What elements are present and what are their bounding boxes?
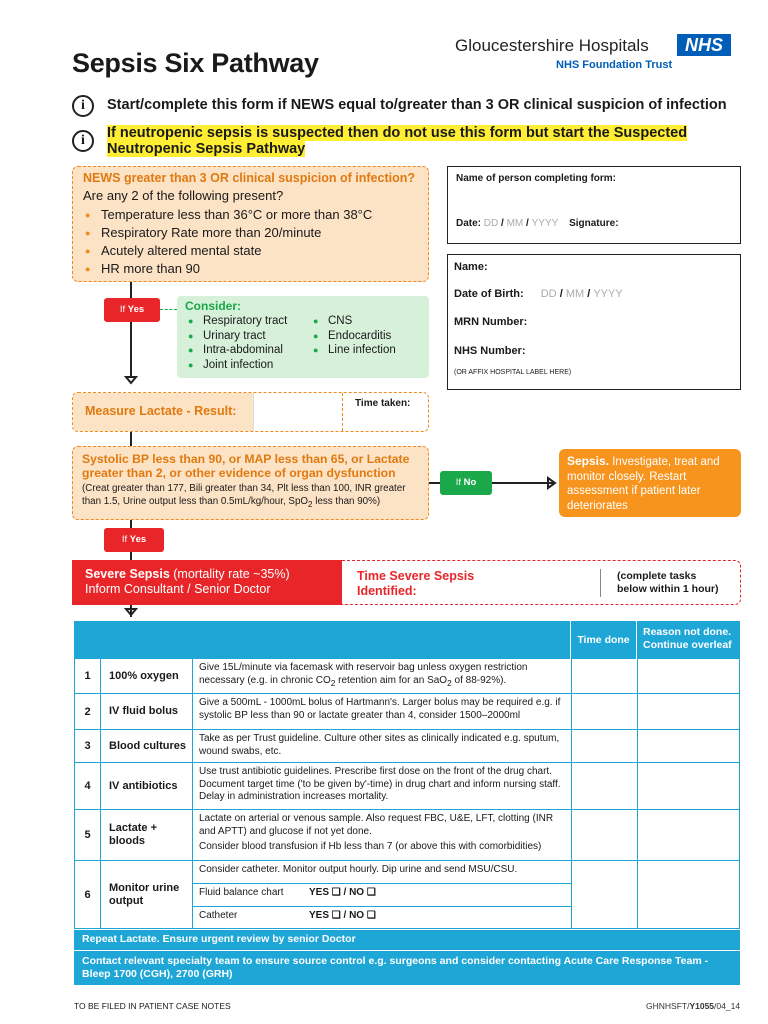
row-desc [192,861,571,928]
patient-name-label: Name: [454,261,488,273]
desc-text: Consider catheter. Monitor output hourly. Dip urine and send MSU/CSU. [199,864,518,875]
header-reason: Reason not done. Continue overleaf [636,621,740,659]
row-task: 100% oxygen [100,659,192,693]
dob-line [454,288,734,300]
severe-label: Severe Sepsis [85,567,170,581]
consider-title: Consider: [185,299,242,313]
footer-code [646,1001,740,1011]
arrow-right-icon [546,476,560,490]
footer-filing-note: TO BE FILED IN PATIENT CASE NOTES [74,1001,231,1011]
inform-consultant: Inform Consultant / Senior Doctor [85,582,271,596]
row-desc [192,659,571,693]
date-dd[interactable]: DD [483,218,499,229]
consider-item: ● Intra-abdominal [185,343,310,358]
dob-label: Date of Birth: [454,288,524,300]
news-title: NEWS greater than 3 OR clinical suspicion of infection? [83,171,415,185]
news-item: ● Respiratory Rate more than 20/minute [83,224,418,242]
trust-name: NHS Foundation Trust [556,59,673,71]
info-icon: i [72,130,94,152]
date-sep: / [559,288,563,300]
time-done-cell[interactable] [571,694,637,729]
catheter-label: Catheter [199,910,238,921]
yes-label: Yes [129,534,147,545]
flow-line [130,432,132,446]
detail-sub: 2 [308,499,313,509]
time-done-cell[interactable] [571,763,637,809]
desc-text: retention aim for an SaO [335,674,448,686]
time-done-cell[interactable] [571,659,637,693]
fluid-balance-label: Fluid balance chart [199,887,284,898]
time-taken-label: Time taken: [355,398,411,409]
row-desc [192,810,571,860]
arrow-down-icon [123,375,139,389]
lactate-box[interactable] [72,392,429,432]
table-row [74,861,740,929]
desc-text: Give 15L/minute via facemask with reservoir bag unless oxygen restriction necessary (e.g. in chronic CO [199,662,528,686]
no-label: No [463,477,477,488]
time-identified-label: Time Severe Sepsis Identified: [357,569,475,598]
if-label: If [119,304,126,315]
desc-text: Lactate on arterial or venous sample. Also request FBC, U&E, LFT, clotting (INR and APTT) and glucose if not yet done. [199,813,554,837]
date-yyyy[interactable]: YYYY [531,218,559,229]
reason-cell[interactable] [637,861,741,928]
sepsis-text: Investigate, treat and monitor closely. Restart assessment if patient later deteriorates [567,456,720,512]
table-row [74,730,740,763]
organ-dysfunction-detail [82,483,419,511]
time-done-cell[interactable] [571,861,637,928]
consider-item: ● Joint infection [185,358,310,373]
if-no-badge [440,471,492,495]
notice-neutropenic [107,126,727,157]
code-part: Y1055 [689,1001,715,1011]
code-part: /04_14 [714,1001,741,1011]
organ-dysfunction-box [72,446,429,520]
row-task: IV antibiotics [100,763,192,809]
news-criteria-box [72,166,429,282]
contact-team-bar: Contact relevant specialty team to ensure source control e.g. surgeons and consider contacting Acute Care Response Team - Bleep 1700 (CGH), 2700 (GRH) [74,950,740,985]
row-number: 3 [84,740,91,752]
news-question: Are any 2 of the following present? [83,188,284,203]
sepsis-title: Sepsis. [567,454,610,468]
header-time-done: Time done [570,621,636,659]
desc-sub: 2 [447,677,452,688]
date-sep: / [526,218,529,229]
reason-cell[interactable] [637,659,741,693]
consider-item: ● Endocarditis [310,329,396,344]
nhs-logo: NHS [677,34,731,56]
signature-label: Signature: [569,218,619,229]
desc-text: of 88-92%). [451,674,507,686]
reason-cell[interactable] [637,810,741,860]
row-task: Monitor urine output [100,861,192,928]
consider-box [177,296,429,378]
complete-tasks-note: (complete tasks below within 1 hour) [617,570,719,595]
dob-yyyy[interactable]: YYYY [593,288,623,300]
fluid-balance-row [193,883,572,906]
divider [600,569,601,597]
row-desc: Give a 500mL - 1000mL bolus of Hartmann's. Larger bolus may be required e.g. if systolic BP less than 90 or lactate greater than 4, consider 1500–2000ml [192,694,571,729]
row-desc: Use trust antibiotic guidelines. Prescribe first dose on the front of the drug chart. Document target time ('to be given by'-time) in drug chart and inform nursing staff. Delay in administration increases mortality. [192,763,571,809]
time-done-cell[interactable] [571,810,637,860]
severe-time-box[interactable] [342,560,741,605]
org-name: Gloucestershire Hospitals [455,36,649,55]
row-number: 1 [84,670,91,682]
organ-dysfunction-title: Systolic BP less than 90, or MAP less than 65, or Lactate greater than 2, or other evidence of organ dysfunction [82,452,410,480]
row-number: 6 [84,888,91,901]
nhs-number-label: NHS Number: [454,345,526,357]
dob-mm[interactable]: MM [565,288,585,300]
sepsis-six-table [74,621,740,985]
dob-dd[interactable]: DD [540,288,557,300]
if-yes-badge [104,528,164,552]
consider-item: ● Urinary tract [185,329,310,344]
completer-box[interactable] [447,166,741,244]
lactate-label: Measure Lactate - Result: [73,393,253,431]
mrn-label: MRN Number: [454,316,528,328]
row-task: Blood cultures [100,730,192,762]
consider-item: ● Line infection [310,343,396,358]
arrow-down-icon [123,605,139,619]
table-row [74,763,740,810]
table-row [74,810,740,861]
desc-text: Consider blood transfusion if Hb less than 7 (or above this with comorbidities) [199,841,542,852]
flow-line [130,282,132,377]
row-desc: Take as per Trust guideline. Culture other sites as clinically indicated e.g. sputum, wound swabs, etc. [192,730,571,762]
completer-label: Name of person completing form: [456,173,617,184]
patient-details-box[interactable] [447,254,741,390]
mortality-note: (mortality rate ~35%) [169,567,290,581]
reason-cell[interactable] [637,730,741,762]
reason-cell[interactable] [637,694,741,729]
affix-label-note: (OR AFFIX HOSPITAL LABEL HERE) [454,369,572,376]
lactate-result-field[interactable] [253,393,343,431]
date-mm[interactable]: MM [506,218,524,229]
connector [160,309,177,310]
sepsis-box [559,449,741,517]
table-row [74,694,740,730]
table-row [74,659,740,694]
consider-item: ● CNS [310,314,396,329]
row-number: 2 [84,705,91,718]
severe-sepsis-box [72,560,342,605]
if-yes-badge [104,298,160,322]
date-label: Date: [456,218,482,229]
detail-text: less than 90%) [312,495,381,507]
reason-cell[interactable] [637,763,741,809]
catheter-row [193,906,572,928]
news-item: ● Temperature less than 36°C or more than 38°C [83,206,418,224]
row-task: IV fluid bolus [100,694,192,729]
notice-start-form: Start/complete this form if NEWS equal to/greater than 3 OR clinical suspicion of infection [107,97,727,113]
date-sep: / [587,288,591,300]
row-task: Lactate + bloods [100,810,192,860]
if-label: If [121,534,128,545]
time-done-cell[interactable] [571,730,637,762]
table-header [74,621,740,659]
info-icon: i [72,95,94,117]
consider-item: ● Respiratory tract [185,314,310,329]
page-title: Sepsis Six Pathway [72,48,319,78]
news-item: ● HR more than 90 [83,260,418,278]
fluid-balance-checkbox[interactable]: YES ❑ / NO ❑ [309,887,376,898]
if-label: If [455,477,461,488]
news-item: ● Acutely altered mental state [83,242,418,260]
catheter-checkbox[interactable]: YES ❑ / NO ❑ [309,910,376,921]
desc-sub: 2 [330,677,336,688]
row-number: 5 [84,829,91,841]
row-number: 4 [84,780,91,792]
code-part: GHNHSFT/ [646,1001,690,1011]
date-sep: / [501,218,504,229]
date-signature-line [456,218,732,229]
notice-neutropenic-text: If neutropenic sepsis is suspected then do not use this form but start the Suspected Neutropenic Sepsis Pathway [107,125,688,157]
repeat-lactate-bar: Repeat Lactate. Ensure urgent review by senior Doctor [74,929,740,950]
yes-label: Yes [127,304,145,315]
detail-text: (Creat greater than 177, Bili greater than 34, Plt less than 100, INR greater than 1.5, Urine output less than 0.5mL/kg/hour, SpO [82,483,406,507]
